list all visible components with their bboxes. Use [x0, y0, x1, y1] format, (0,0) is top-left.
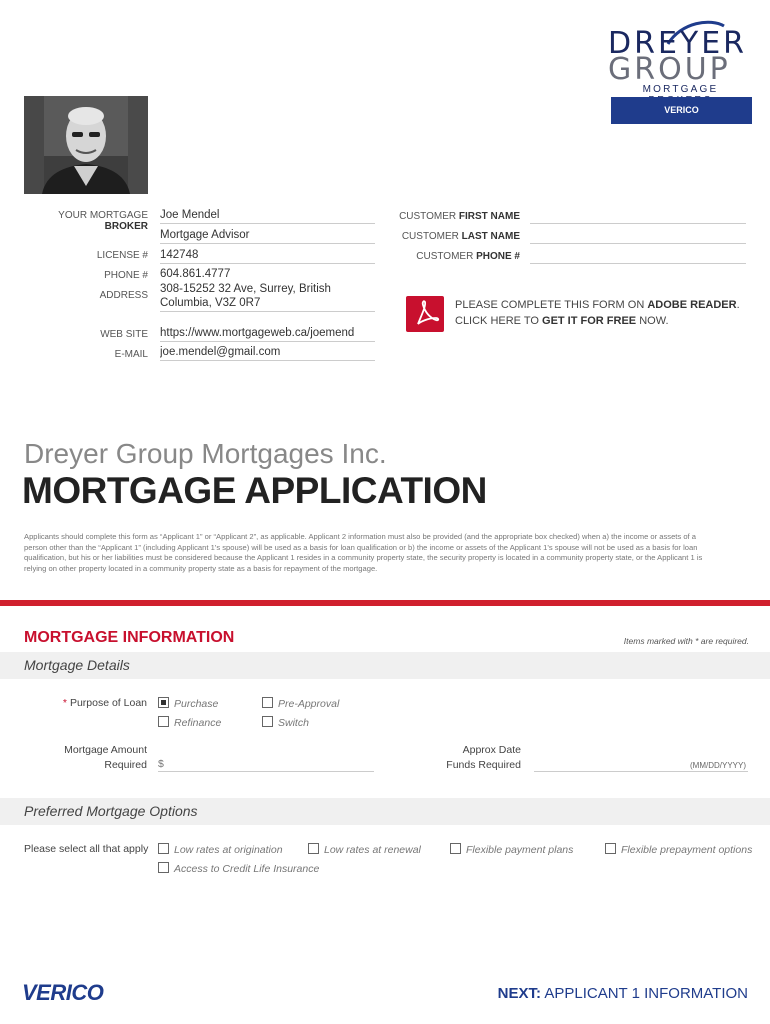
- checkbox-icon[interactable]: [450, 843, 461, 854]
- option-purchase[interactable]: Purchase: [158, 697, 218, 710]
- broker-name: Joe Mendel: [160, 209, 375, 224]
- broker-role: Mortgage Advisor: [160, 229, 375, 244]
- phone-label: PHONE #: [104, 270, 148, 281]
- customer-first-name-field[interactable]: [530, 223, 746, 224]
- mortgage-details-heading: Mortgage Details: [24, 657, 130, 673]
- customer-phone-label: CUSTOMER PHONE #: [416, 251, 520, 262]
- phone-value: 604.861.4777: [160, 268, 231, 280]
- checkbox-icon[interactable]: [262, 697, 273, 708]
- email-label: E-MAIL: [114, 349, 148, 360]
- address-line-1: 308-15252 32 Ave, Surrey, British: [160, 283, 331, 295]
- customer-phone-field[interactable]: [530, 263, 746, 264]
- date-format-hint: (MM/DD/YYYY): [690, 761, 746, 770]
- option-flexible-prepayment[interactable]: Flexible prepayment options: [605, 843, 752, 856]
- license-value: 142748: [160, 249, 375, 264]
- adobe-line-1: PLEASE COMPLETE THIS FORM ON ADOBE READER.: [455, 299, 740, 311]
- verico-logo: VERICO: [22, 980, 104, 1005]
- license-label: LICENSE #: [96, 250, 148, 261]
- section-title: MORTGAGE INFORMATION: [24, 629, 235, 646]
- section-divider: [0, 600, 770, 606]
- logo-subtitle: MORTGAGE: [642, 84, 719, 95]
- customer-first-name-label: CUSTOMER FIRST NAME: [399, 211, 520, 222]
- website-label: WEB SITE: [100, 329, 148, 340]
- next-button[interactable]: NEXT: APPLICANT 1 INFORMATION: [497, 985, 748, 1002]
- option-flexible-payment[interactable]: Flexible payment plans: [450, 843, 573, 856]
- required-note: Items marked with * are required.: [623, 636, 749, 646]
- verico-badge-icon: VERICO: [611, 97, 752, 124]
- website-value[interactable]: https://www.mortgageweb.ca/joemend: [160, 327, 375, 342]
- checkbox-icon[interactable]: [308, 843, 319, 854]
- logo-line-2: GROUP: [608, 52, 731, 87]
- checkbox-icon[interactable]: [158, 843, 169, 854]
- amount-field[interactable]: $: [158, 758, 374, 772]
- page-title: MORTGAGE APPLICATION: [22, 470, 487, 511]
- broker-photo: [24, 96, 148, 194]
- option-credit-life-insurance[interactable]: Access to Credit Life Insurance: [158, 862, 319, 875]
- amount-label: Mortgage Amount Required: [64, 744, 147, 771]
- preferred-options-heading: Preferred Mortgage Options: [24, 803, 198, 819]
- address-label: ADDRESS: [99, 290, 148, 301]
- checkbox-icon[interactable]: [605, 843, 616, 854]
- select-all-label: Please select all that apply: [24, 843, 149, 855]
- customer-last-name-label: CUSTOMER LAST NAME: [401, 231, 520, 242]
- date-label: Approx Date Funds Required: [446, 744, 521, 771]
- option-pre-approval[interactable]: Pre-Approval: [262, 697, 339, 710]
- option-low-rates-renewal[interactable]: Low rates at renewal: [308, 843, 421, 856]
- purpose-label: * Purpose of Loan: [62, 697, 147, 709]
- adobe-reader-note[interactable]: [455, 297, 740, 329]
- intro-text: Applicants should complete this form as “Applicant 1” or “Applicant 2”, as applicable. Applicant 2 information must also be provided (and the appropriate box checked) when a) the income or assets of a person other than the “Applicant 1” (including Applicant 1’s spouse) will be used as a basis for loan qualification or b) the income or assets of the Applicant 1’s spouse will not be used as a basis for loan qualification, but his or her liabilities must be considered because the Applicant 1 resides in a community property state, the security property is located in a community property state, or the Applicant 1 is relying on other property located in a community property state as a basis for repayment of the mortgage.: [24, 532, 703, 573]
- email-value[interactable]: joe.mendel@gmail.com: [160, 346, 375, 361]
- option-refinance[interactable]: Refinance: [158, 716, 221, 729]
- company-name: Dreyer Group Mortgages Inc.: [24, 438, 387, 469]
- adobe-pdf-icon[interactable]: [406, 296, 444, 332]
- option-switch[interactable]: Switch: [262, 716, 309, 729]
- dreyer-group-logo: [606, 24, 756, 87]
- logo-line-1: DREYER: [608, 26, 748, 61]
- checkbox-icon[interactable]: [158, 862, 169, 873]
- adobe-line-2: CLICK HERE TO GET IT FOR FREE NOW.: [455, 315, 669, 327]
- checkbox-icon[interactable]: [158, 716, 169, 727]
- broker-label: YOUR MORTGAGE BROKER: [58, 210, 148, 232]
- option-low-rates-origination[interactable]: Low rates at origination: [158, 843, 283, 856]
- customer-last-name-field[interactable]: [530, 243, 746, 244]
- address-line-2: Columbia, V3Z 0R7: [160, 297, 375, 312]
- checkbox-icon[interactable]: [262, 716, 273, 727]
- checkbox-icon[interactable]: [158, 697, 169, 708]
